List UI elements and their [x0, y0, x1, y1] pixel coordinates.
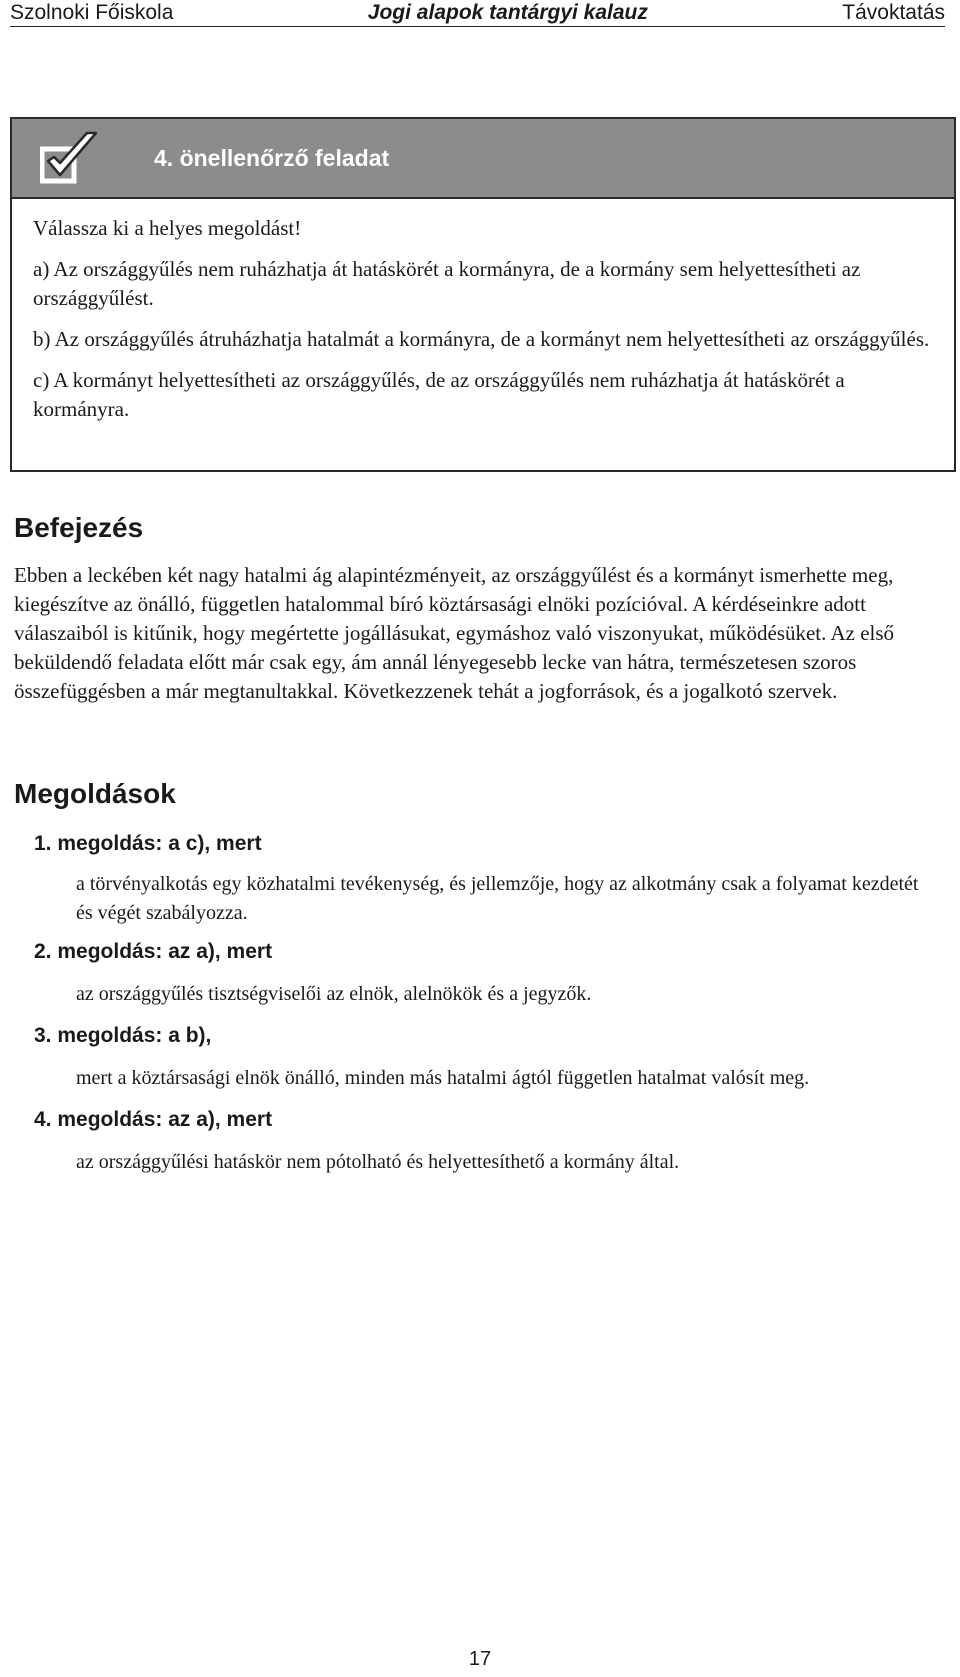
solution-4-title: 4. megoldás: az a), mert [34, 1108, 273, 1131]
solution-2-text: az országgyűlés tisztségviselői az elnök, alelnökök és a jegyzők. [76, 983, 592, 1005]
page-header [10, 0, 945, 27]
solution-1-title: 1. megoldás: a c), mert [34, 832, 262, 855]
page-number: 17 [468, 1648, 492, 1670]
checkmark-icon [12, 118, 112, 198]
exercise-header [12, 119, 954, 199]
option-a: a) Az országgyűlés nem ruházhatja át hatáskörét a kormányra, de a kormány sem helyettesítheti az országgyűlést. [33, 257, 861, 310]
option-c: c) A kormányt helyettesítheti az országgyűlés, de az országgyűlés nem ruházhatja át hatáskörét a kormányra. [33, 368, 845, 421]
conclusion-text: Ebben a leckében két nagy hatalmi ág alapintézményeit, az országgyűlést és a kormányt ismerhette meg, kiegészítve az önálló, független hatalommal bíró köztársasági elnöki pozícióval. A kérdéseinkre adott válaszaiból is kitűnik, hogy megértette jogállásukat, egymáshoz való viszonyukat, működésüket. Az első beküldendő feladata előtt már csak egy, ám annál lényegesebb lecke van hátra, természetesen szoros összefüggésben a már megtanultakkal. Következzenek tehát a jogforrások, és a jogalkotó szervek. [14, 563, 895, 703]
solution-4-text: az országgyűlési hatáskör nem pótolható és helyettesíthető a kormány által. [76, 1151, 680, 1173]
option-b: b) Az országgyűlés átruházhatja hatalmát a kormányra, de a kormányt nem helyettesítheti az országgyűlés. [33, 327, 930, 351]
header-title: Jogi alapok tantárgyi kalauz [367, 1, 648, 24]
exercise-prompt: Válassza ki a helyes megoldást! [33, 216, 302, 240]
solution-3-text: mert a köztársasági elnök önálló, minden más hatalmi ágtól független hatalmat valósít meg. [76, 1067, 810, 1089]
header-mode: Távoktatás [842, 1, 945, 24]
conclusion-heading: Befejezés [14, 512, 144, 543]
solutions-heading: Megoldások [14, 778, 176, 809]
solution-2-title: 2. megoldás: az a), mert [34, 940, 273, 963]
solution-1-text: a törvényalkotás egy közhatalmi tevékenység, és jellemzője, hogy az alkotmány csak a folyamat kezdetét és végét szabályozza. [76, 873, 919, 924]
header-institution: Szolnoki Főiskola [10, 1, 174, 24]
solution-3-title: 3. megoldás: a b), [34, 1024, 212, 1047]
self-check-exercise [10, 117, 956, 472]
exercise-title: 4. önellenőrző feladat [154, 144, 390, 171]
